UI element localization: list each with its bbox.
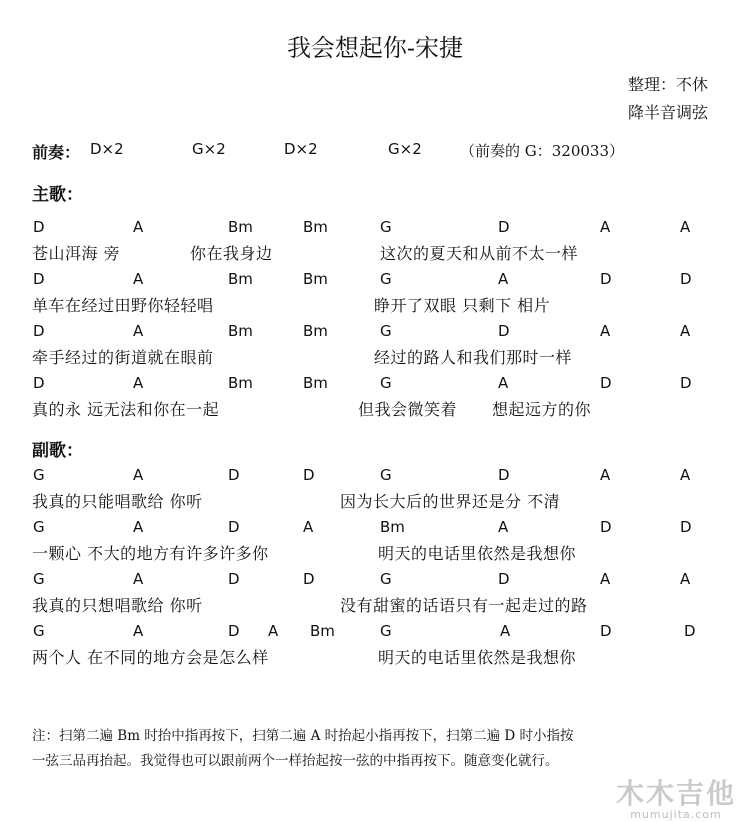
lyric-line <box>32 241 712 263</box>
chord-symbol: D <box>498 466 510 484</box>
chord-symbol: Bm <box>380 518 405 536</box>
chord-symbol: D <box>228 570 240 588</box>
chord-symbol: D <box>33 374 45 392</box>
chord-symbol: A <box>600 218 611 236</box>
chord-symbol: D <box>498 322 510 340</box>
chord-symbol: D <box>684 622 696 640</box>
intro-chord: G×2 <box>192 140 226 158</box>
lyric-phrase: 我真的只能唱歌给 你听 <box>32 492 203 511</box>
intro-chord: D×2 <box>90 140 124 158</box>
lyric-phrase: 没有甜蜜的话语只有一起走过的路 <box>340 596 588 615</box>
chorus-label: 副歌： <box>32 441 83 461</box>
chord-symbol: G <box>380 322 392 340</box>
chord-symbol: A <box>600 466 611 484</box>
arranger-credit: 整理：不休 <box>627 75 708 94</box>
lyric-line <box>32 489 712 511</box>
chord-symbol: D <box>680 270 692 288</box>
chord-symbol: A <box>133 322 144 340</box>
lyric-phrase: 睁开了双眼 只剩下 相片 <box>374 296 551 315</box>
lyric-line <box>32 293 712 315</box>
chord-symbol: A <box>680 466 691 484</box>
site-watermark <box>616 772 736 821</box>
chord-symbol: G <box>33 570 45 588</box>
chord-symbol: Bm <box>228 270 253 288</box>
verse-label: 主歌： <box>32 185 83 205</box>
intro-g-shape: （前奏的 G：320033） <box>460 142 625 160</box>
lyric-line <box>32 593 712 615</box>
lyric-line <box>32 541 712 563</box>
lyric-phrase: 你在我身边 <box>190 244 273 263</box>
chord-symbol: Bm <box>228 322 253 340</box>
chord-symbol: A <box>133 570 144 588</box>
lyric-line <box>32 345 712 367</box>
chord-symbol: G <box>380 218 392 236</box>
chord-symbol: A <box>268 622 279 640</box>
chord-symbol: D <box>33 270 45 288</box>
lyric-phrase: 单车在经过田野你轻轻唱 <box>32 296 214 315</box>
chord-symbol: A <box>133 518 144 536</box>
lyric-phrase: 想起远方的你 <box>492 400 592 419</box>
watermark-url: mumujita.com <box>630 808 722 821</box>
lyric-phrase: 因为长大后的世界还是分 不清 <box>340 492 561 511</box>
chord-symbol: A <box>133 270 144 288</box>
intro-chord: D×2 <box>284 140 318 158</box>
chord-symbol: D <box>680 374 692 392</box>
chord-symbol: A <box>133 374 144 392</box>
chord-symbol: G <box>33 622 45 640</box>
chord-symbol: A <box>680 570 691 588</box>
chord-symbol: D <box>228 466 240 484</box>
lyric-phrase: 经过的路人和我们那时一样 <box>374 348 573 367</box>
chord-symbol: A <box>500 622 511 640</box>
chord-symbol: Bm <box>228 218 253 236</box>
chord-symbol: D <box>600 270 612 288</box>
chord-symbol: D <box>680 518 692 536</box>
lyric-phrase: 但我会微笑着 <box>358 400 458 419</box>
chord-symbol: Bm <box>303 374 328 392</box>
chord-symbol: A <box>133 218 144 236</box>
chord-symbol: Bm <box>303 270 328 288</box>
chord-symbol: G <box>380 622 392 640</box>
chord-symbol: Bm <box>303 322 328 340</box>
lyric-phrase: 这次的夏天和从前不太一样 <box>380 244 579 263</box>
chord-symbol: G <box>380 270 392 288</box>
lyric-phrase: 两个人 在不同的地方会是怎么样 <box>32 648 269 667</box>
chord-symbol: D <box>498 570 510 588</box>
chord-symbol: A <box>680 322 691 340</box>
chord-symbol: A <box>133 622 144 640</box>
chord-symbol: D <box>303 466 315 484</box>
playing-note <box>32 724 574 774</box>
chord-symbol: Bm <box>303 218 328 236</box>
chord-symbol: A <box>498 518 509 536</box>
chord-symbol: G <box>380 374 392 392</box>
chord-symbol: A <box>498 270 509 288</box>
watermark-brand: 木木吉他 <box>615 777 736 810</box>
lyric-phrase: 明天的电话里依然是我想你 <box>378 544 577 563</box>
chord-symbol: A <box>303 518 314 536</box>
chord-symbol: G <box>380 570 392 588</box>
lyric-phrase: 一颗心 不大的地方有许多许多你 <box>32 544 269 563</box>
chord-symbol: A <box>600 322 611 340</box>
chord-symbol: G <box>33 466 45 484</box>
lyric-line <box>32 645 712 667</box>
chord-symbol: A <box>133 466 144 484</box>
note-line: 一弦三品再抬起。我觉得也可以跟前两个一样抬起按一弦的中指再按下。随意变化就行。 <box>32 753 559 769</box>
lyric-phrase: 真的永 远无法和你在一起 <box>32 400 220 419</box>
chord-symbol: D <box>228 622 240 640</box>
chord-symbol: G <box>33 518 45 536</box>
lyric-phrase: 牵手经过的街道就在眼前 <box>32 348 214 367</box>
chord-symbol: Bm <box>310 622 335 640</box>
chord-symbol: D <box>498 218 510 236</box>
chord-symbol: A <box>600 570 611 588</box>
intro-line <box>32 140 625 163</box>
chord-symbol: D <box>600 374 612 392</box>
lyric-phrase: 苍山洱海 旁 <box>32 244 121 263</box>
chord-symbol: A <box>498 374 509 392</box>
chord-symbol: D <box>228 518 240 536</box>
song-title: 我会想起你-宋捷 <box>286 34 464 62</box>
lyric-phrase: 明天的电话里依然是我想你 <box>378 648 577 667</box>
chord-symbol: D <box>600 518 612 536</box>
chord-symbol: G <box>380 466 392 484</box>
chord-symbol: D <box>303 570 315 588</box>
chord-symbol: D <box>33 218 45 236</box>
lyric-line <box>32 397 712 419</box>
chord-symbol: D <box>600 622 612 640</box>
intro-label: 前奏： <box>32 143 81 162</box>
chord-symbol: A <box>680 218 691 236</box>
tuning-note: 降半音调弦 <box>627 103 708 122</box>
chord-symbol: D <box>33 322 45 340</box>
lyric-phrase: 我真的只想唱歌给 你听 <box>32 596 203 615</box>
chord-symbol: Bm <box>228 374 253 392</box>
note-line: 注：扫第二遍 Bm 时抬中指再按下，扫第二遍 A 时抬起小指再按下，扫第二遍 D 时小指按 <box>32 728 574 744</box>
intro-chord: G×2 <box>388 140 422 158</box>
